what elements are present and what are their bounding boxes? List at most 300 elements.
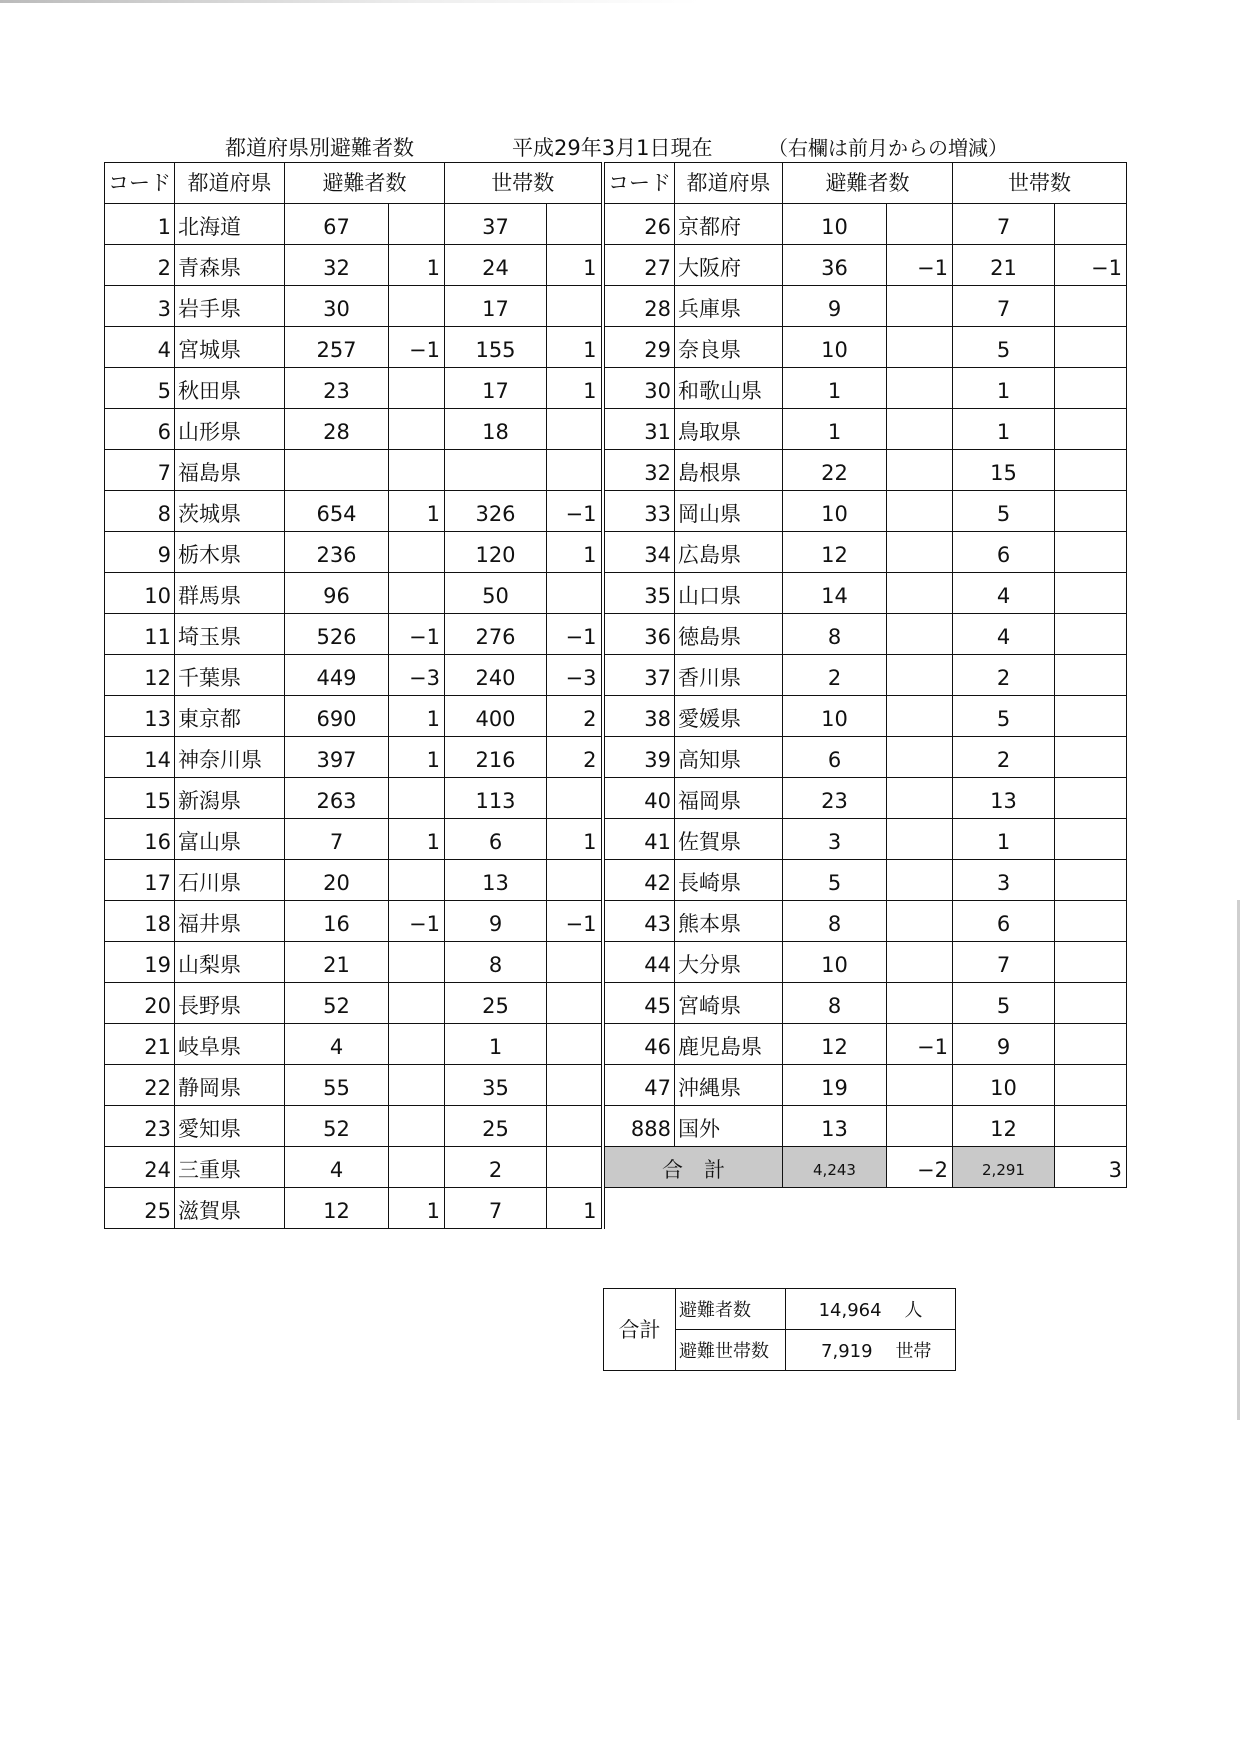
evacuees-change-cell: 1 [389, 737, 445, 778]
prefecture-cell: 鹿児島県 [675, 1024, 783, 1065]
evacuees-change-cell [389, 286, 445, 327]
evacuees-cell: 12 [783, 532, 887, 573]
prefecture-header: 都道府県 [175, 163, 285, 204]
evacuees-cell: 8 [783, 983, 887, 1024]
prefecture-cell: 福井県 [175, 901, 285, 942]
code-header: コード [605, 163, 675, 204]
evacuees-change-cell: −1 [389, 327, 445, 368]
code-cell: 4 [105, 327, 175, 368]
prefecture-cell: 東京都 [175, 696, 285, 737]
summary-evacuees-unit: 人 [904, 1300, 923, 1321]
prefecture-cell: 愛媛県 [675, 696, 783, 737]
evacuees-cell: 10 [783, 204, 887, 245]
prefecture-cell: 石川県 [175, 860, 285, 901]
households-cell: 120 [445, 532, 547, 573]
households-change-cell: 1 [547, 368, 603, 409]
table-row [605, 860, 1127, 901]
households-cell: 5 [953, 327, 1055, 368]
households-cell: 50 [445, 573, 547, 614]
prefecture-cell: 岩手県 [175, 286, 285, 327]
code-cell: 47 [605, 1065, 675, 1106]
total-label: 合 計 [605, 1147, 783, 1188]
households-cell: 18 [445, 409, 547, 450]
households-cell: 326 [445, 491, 547, 532]
code-cell: 39 [605, 737, 675, 778]
total-households: 2,291 [953, 1147, 1055, 1188]
households-cell: 5 [953, 491, 1055, 532]
prefecture-cell: 秋田県 [175, 368, 285, 409]
evacuees-change-cell [887, 286, 953, 327]
table-row [605, 1024, 1127, 1065]
code-cell: 888 [605, 1106, 675, 1147]
code-cell: 19 [105, 942, 175, 983]
table-row [105, 860, 603, 901]
households-cell: 17 [445, 286, 547, 327]
households-cell: 400 [445, 696, 547, 737]
households-cell: 12 [953, 1106, 1055, 1147]
prefecture-cell: 山口県 [675, 573, 783, 614]
households-change-cell: 1 [547, 1188, 603, 1229]
households-change-cell [547, 942, 603, 983]
households-change-cell [547, 286, 603, 327]
code-cell: 38 [605, 696, 675, 737]
evacuees-cell: 1 [783, 368, 887, 409]
evacuees-cell: 19 [783, 1065, 887, 1106]
households-cell: 37 [445, 204, 547, 245]
evacuees-change-cell [389, 450, 445, 491]
evacuees-cell: 10 [783, 327, 887, 368]
evacuees-cell: 22 [783, 450, 887, 491]
code-cell: 44 [605, 942, 675, 983]
code-cell: 46 [605, 1024, 675, 1065]
table-header-row [605, 163, 1127, 204]
households-change-cell [1055, 532, 1127, 573]
households-cell: 5 [953, 983, 1055, 1024]
households-cell: 4 [953, 573, 1055, 614]
prefecture-cell: 国外 [675, 1106, 783, 1147]
households-change-cell: 2 [547, 737, 603, 778]
households-change-cell: 2 [547, 696, 603, 737]
households-cell: 6 [953, 901, 1055, 942]
code-cell: 9 [105, 532, 175, 573]
table-row [605, 737, 1127, 778]
households-cell: 6 [445, 819, 547, 860]
evacuees-change-cell [887, 655, 953, 696]
households-change-cell [1055, 409, 1127, 450]
evacuees-cell: 526 [285, 614, 389, 655]
table-row [105, 1147, 603, 1188]
prefecture-cell: 島根県 [675, 450, 783, 491]
table-row [105, 614, 603, 655]
code-cell: 30 [605, 368, 675, 409]
prefecture-cell: 青森県 [175, 245, 285, 286]
households-change-cell [1055, 286, 1127, 327]
code-cell: 12 [105, 655, 175, 696]
households-cell: 7 [445, 1188, 547, 1229]
evacuees-change-cell: −1 [389, 901, 445, 942]
evacuees-header: 避難者数 [285, 163, 445, 204]
evacuees-cell: 96 [285, 573, 389, 614]
table-row [605, 491, 1127, 532]
evacuees-change-cell: −1 [389, 614, 445, 655]
prefecture-cell: 群馬県 [175, 573, 285, 614]
evacuees-change-cell: 1 [389, 245, 445, 286]
code-cell: 1 [105, 204, 175, 245]
households-cell: 1 [445, 1024, 547, 1065]
prefecture-cell: 愛知県 [175, 1106, 285, 1147]
code-cell: 21 [105, 1024, 175, 1065]
prefecture-cell: 香川県 [675, 655, 783, 696]
table-row [605, 614, 1127, 655]
code-header: コード [105, 163, 175, 204]
households-change-cell: −1 [547, 614, 603, 655]
evacuees-cell: 4 [285, 1024, 389, 1065]
code-cell: 10 [105, 573, 175, 614]
table-row [605, 532, 1127, 573]
evacuees-change-cell [887, 696, 953, 737]
households-cell: 10 [953, 1065, 1055, 1106]
evacuees-cell: 32 [285, 245, 389, 286]
evacuees-change-cell: −3 [389, 655, 445, 696]
code-cell: 18 [105, 901, 175, 942]
households-cell: 240 [445, 655, 547, 696]
evacuees-change-cell [389, 778, 445, 819]
code-cell: 26 [605, 204, 675, 245]
summary-label: 合計 [604, 1289, 676, 1371]
prefecture-cell: 千葉県 [175, 655, 285, 696]
evacuees-change-cell [887, 368, 953, 409]
households-change-cell [547, 204, 603, 245]
code-cell: 17 [105, 860, 175, 901]
prefecture-cell: 京都府 [675, 204, 783, 245]
evacuees-cell: 397 [285, 737, 389, 778]
households-cell: 2 [953, 737, 1055, 778]
evacuees-cell: 36 [783, 245, 887, 286]
evacuees-change-cell [389, 942, 445, 983]
table-row [105, 655, 603, 696]
evacuees-cell: 2 [783, 655, 887, 696]
evacuees-cell: 449 [285, 655, 389, 696]
table-row [605, 327, 1127, 368]
households-change-cell [1055, 778, 1127, 819]
evacuees-cell: 28 [285, 409, 389, 450]
households-cell: 24 [445, 245, 547, 286]
table-row [105, 778, 603, 819]
table-row [605, 450, 1127, 491]
evacuees-cell: 12 [783, 1024, 887, 1065]
table-row [105, 1024, 603, 1065]
households-change-cell [1055, 942, 1127, 983]
evacuees-cell: 263 [285, 778, 389, 819]
table-row [605, 696, 1127, 737]
code-cell: 13 [105, 696, 175, 737]
code-cell: 45 [605, 983, 675, 1024]
prefecture-cell: 奈良県 [675, 327, 783, 368]
households-cell: 113 [445, 778, 547, 819]
code-cell: 29 [605, 327, 675, 368]
summary-households-unit: 世帯 [895, 1341, 932, 1362]
households-change-cell [1055, 491, 1127, 532]
prefecture-cell: 鳥取県 [675, 409, 783, 450]
evacuees-change-cell [887, 1065, 953, 1106]
evacuees-cell: 9 [783, 286, 887, 327]
scan-artifact-top [0, 0, 700, 3]
code-cell: 15 [105, 778, 175, 819]
prefecture-cell: 山形県 [175, 409, 285, 450]
code-cell: 2 [105, 245, 175, 286]
households-cell: 1 [953, 819, 1055, 860]
code-cell: 37 [605, 655, 675, 696]
households-cell: 9 [445, 901, 547, 942]
code-cell: 3 [105, 286, 175, 327]
evacuees-cell: 10 [783, 491, 887, 532]
evacuees-change-cell [887, 614, 953, 655]
prefecture-cell: 滋賀県 [175, 1188, 285, 1229]
evacuees-change-cell [887, 983, 953, 1024]
households-cell: 2 [953, 655, 1055, 696]
table-row [105, 450, 603, 491]
evacuees-change-cell [887, 204, 953, 245]
prefecture-cell: 佐賀県 [675, 819, 783, 860]
code-cell: 40 [605, 778, 675, 819]
evacuees-change-cell [389, 204, 445, 245]
households-cell: 13 [953, 778, 1055, 819]
households-change-cell: 1 [547, 532, 603, 573]
code-cell: 36 [605, 614, 675, 655]
code-cell: 7 [105, 450, 175, 491]
evacuees-change-cell [887, 491, 953, 532]
table-row [605, 573, 1127, 614]
households-change-cell: −1 [1055, 245, 1127, 286]
code-cell: 41 [605, 819, 675, 860]
prefecture-cell: 山梨県 [175, 942, 285, 983]
evacuees-cell: 67 [285, 204, 389, 245]
prefecture-cell: 大分県 [675, 942, 783, 983]
table-row [105, 819, 603, 860]
households-cell: 7 [953, 286, 1055, 327]
table-row [105, 204, 603, 245]
evacuees-cell: 7 [285, 819, 389, 860]
evacuees-cell: 236 [285, 532, 389, 573]
prefecture-cell: 熊本県 [675, 901, 783, 942]
code-cell: 16 [105, 819, 175, 860]
evacuees-cell: 4 [285, 1147, 389, 1188]
households-change-cell [1055, 819, 1127, 860]
prefecture-cell: 茨城県 [175, 491, 285, 532]
evacuees-cell: 257 [285, 327, 389, 368]
summary-evacuees-value: 14,964 [818, 1300, 882, 1321]
evacuees-change-cell: 1 [389, 696, 445, 737]
prefecture-cell: 三重県 [175, 1147, 285, 1188]
evacuees-change-cell: −1 [887, 245, 953, 286]
households-change-cell [1055, 204, 1127, 245]
code-cell: 35 [605, 573, 675, 614]
households-cell: 4 [953, 614, 1055, 655]
summary-households-cell [786, 1330, 956, 1371]
evacuees-cell: 20 [285, 860, 389, 901]
evacuees-change-cell [389, 409, 445, 450]
households-cell: 15 [953, 450, 1055, 491]
table-row [105, 942, 603, 983]
table-row [605, 409, 1127, 450]
total-row [605, 1147, 1127, 1188]
prefecture-cell: 福岡県 [675, 778, 783, 819]
page-title: 都道府県別避難者数 [225, 136, 414, 160]
households-change-cell [547, 1024, 603, 1065]
right-table [604, 162, 1127, 1188]
evacuees-change-cell [887, 450, 953, 491]
evacuees-cell: 52 [285, 983, 389, 1024]
table-row [605, 942, 1127, 983]
evacuees-change-cell [389, 1147, 445, 1188]
evacuees-change-cell: 1 [389, 1188, 445, 1229]
table-row [105, 573, 603, 614]
evacuees-change-cell [887, 942, 953, 983]
evacuees-change-cell [887, 573, 953, 614]
households-cell: 25 [445, 1106, 547, 1147]
code-cell: 43 [605, 901, 675, 942]
prefecture-cell: 北海道 [175, 204, 285, 245]
households-change-cell [1055, 614, 1127, 655]
evacuees-change-cell [887, 778, 953, 819]
table-row [605, 368, 1127, 409]
prefecture-cell: 大阪府 [675, 245, 783, 286]
table-row [605, 245, 1127, 286]
table-row [605, 819, 1127, 860]
households-change-cell [1055, 983, 1127, 1024]
households-cell: 6 [953, 532, 1055, 573]
table-row [605, 778, 1127, 819]
households-change-cell: −1 [547, 901, 603, 942]
evacuees-change-cell [389, 368, 445, 409]
code-cell: 22 [105, 1065, 175, 1106]
code-cell: 33 [605, 491, 675, 532]
evacuees-cell [285, 450, 389, 491]
code-cell: 6 [105, 409, 175, 450]
evacuees-change-cell [887, 327, 953, 368]
evacuees-change-cell [389, 860, 445, 901]
code-cell: 11 [105, 614, 175, 655]
evacuees-cell: 14 [783, 573, 887, 614]
households-change-cell [547, 450, 603, 491]
households-change-cell [547, 1065, 603, 1106]
summary-evacuees-cell [786, 1289, 956, 1330]
table-row [605, 655, 1127, 696]
evacuees-cell: 1 [783, 409, 887, 450]
households-change-cell [1055, 901, 1127, 942]
prefecture-cell: 高知県 [675, 737, 783, 778]
total-evacuees-change: −2 [887, 1147, 953, 1188]
prefecture-cell: 富山県 [175, 819, 285, 860]
table-row [105, 327, 603, 368]
table-row [605, 983, 1127, 1024]
table-row [105, 368, 603, 409]
summary-evacuees-label: 避難者数 [676, 1289, 786, 1330]
evacuees-change-cell [389, 1024, 445, 1065]
evacuees-cell: 10 [783, 696, 887, 737]
households-cell: 35 [445, 1065, 547, 1106]
households-cell [445, 450, 547, 491]
households-change-cell [547, 983, 603, 1024]
prefecture-cell: 宮崎県 [675, 983, 783, 1024]
code-cell: 25 [105, 1188, 175, 1229]
evacuees-cell: 23 [285, 368, 389, 409]
households-cell: 2 [445, 1147, 547, 1188]
prefecture-cell: 静岡県 [175, 1065, 285, 1106]
households-cell: 13 [445, 860, 547, 901]
table-row [105, 983, 603, 1024]
households-change-cell [1055, 327, 1127, 368]
prefecture-cell: 埼玉県 [175, 614, 285, 655]
evacuees-cell: 13 [783, 1106, 887, 1147]
table-row [105, 901, 603, 942]
prefecture-cell: 徳島県 [675, 614, 783, 655]
households-change-cell [547, 860, 603, 901]
households-change-cell: −1 [547, 491, 603, 532]
evacuees-cell: 12 [285, 1188, 389, 1229]
households-change-cell [547, 778, 603, 819]
evacuees-change-cell [389, 1065, 445, 1106]
households-cell: 7 [953, 204, 1055, 245]
code-cell: 34 [605, 532, 675, 573]
prefecture-cell: 岐阜県 [175, 1024, 285, 1065]
evacuees-cell: 3 [783, 819, 887, 860]
evacuees-change-cell [887, 737, 953, 778]
households-cell: 21 [953, 245, 1055, 286]
households-change-cell: 1 [547, 819, 603, 860]
table-row [105, 1106, 603, 1147]
table-row [105, 696, 603, 737]
prefecture-cell: 沖縄県 [675, 1065, 783, 1106]
households-cell: 5 [953, 696, 1055, 737]
prefecture-cell: 岡山県 [675, 491, 783, 532]
evacuees-cell: 23 [783, 778, 887, 819]
summary-evacuees-row [604, 1289, 956, 1330]
evacuees-cell: 8 [783, 901, 887, 942]
households-change-cell [1055, 1065, 1127, 1106]
households-change-cell: 1 [547, 245, 603, 286]
summary-table [603, 1288, 956, 1371]
households-header: 世帯数 [953, 163, 1127, 204]
prefecture-cell: 広島県 [675, 532, 783, 573]
table-row [605, 286, 1127, 327]
evacuees-cell: 690 [285, 696, 389, 737]
households-cell: 155 [445, 327, 547, 368]
table-row [105, 245, 603, 286]
summary-households-value: 7,919 [821, 1341, 873, 1362]
households-change-cell [547, 1106, 603, 1147]
households-cell: 3 [953, 860, 1055, 901]
evacuees-cell: 21 [285, 942, 389, 983]
prefecture-cell: 宮城県 [175, 327, 285, 368]
households-cell: 7 [953, 942, 1055, 983]
table-header-row [105, 163, 603, 204]
households-cell: 1 [953, 368, 1055, 409]
document-header [200, 133, 1080, 163]
evacuees-header: 避難者数 [783, 163, 953, 204]
code-cell: 14 [105, 737, 175, 778]
evacuees-cell: 8 [783, 614, 887, 655]
prefecture-cell: 栃木県 [175, 532, 285, 573]
households-change-cell [547, 409, 603, 450]
table-row [105, 1188, 603, 1229]
evacuees-change-cell [389, 573, 445, 614]
code-cell: 8 [105, 491, 175, 532]
total-evacuees: 4,243 [783, 1147, 887, 1188]
households-change-cell [1055, 368, 1127, 409]
total-households-change: 3 [1055, 1147, 1127, 1188]
prefecture-cell: 新潟県 [175, 778, 285, 819]
